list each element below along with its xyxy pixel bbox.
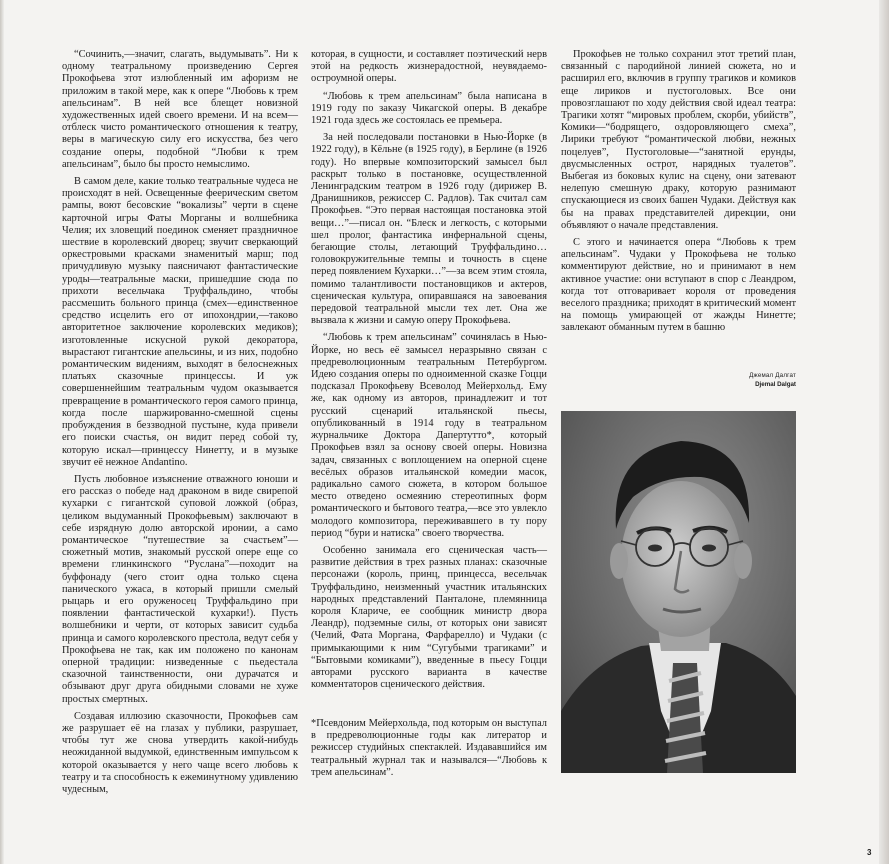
portrait-photo: [561, 411, 796, 773]
footnote: [311, 718, 547, 779]
text-column-1: [62, 49, 298, 796]
portrait-illustration: [561, 411, 796, 773]
paragraph: В самом деле, какие только театральные чудеса не происходят в ней. Освещенные феерическим светом рампы, воют бесовские “вокализы” черти в сцене карточной игры Фаты Морганы и волшебника Челия; их зловещий поединок сменяет праздничное шествие в королевский дворец; звучит сверкающий оркестровыми красками знаменитый марш; под причудливую музыку паясничают фантастические уроды—театральные маски, пришедшие сюда по прихоти весельчака Труффальдино, чтобы рассмешить больного принца (смех—единственное средство исцелить его от ипохондрии,—таково авторитетное заключение королевских медиков); изготовленные искусной рукой декоратора, вырастают гигантские апельсины, и из них, подобно романтическим видениям, выходят в белоснежных платьях сказочные принцессы. И уж совершеннейшим театральным чудом оказывается превращение в романтического героя самого принца, когда после шаржированно-смешной сцены пробуждения в беззводной пустыне, куда привели его поиски счастья, он видит перед собой ту, которую искал—принцессу Нинетту, и в музыке звучит её нежное Andantino.: [62, 176, 298, 468]
footnote-text: *Псевдоним Мейерхольда, под которым он выступал в предреволюционные годы как литератор и режиссер студийных спектаклей. Издававшийся им театральный журнал так и назывался—“Любовь к трем апельсинам”.: [311, 718, 547, 778]
paragraph: Прокофьев не только сохранил этот третий план, связанный с пародийной линией сюжета, но и расширил его, включив в группу трагиков и комиков еще лириков и пустоголовых. Все они провозглашают по ходу действия свой идеал театра: Трагики хотят “мировых проблем, скорби, убийств”, Комики—“бодрящего, оздоровляющего смеха”, Лирики требуют “романтической любви, нежных поцелуев”, Пустоголовые—“занятной ерунды, двусмысленных острот, нарядных туалетов”. Выбегая из боковых кулис на сцену, они затевают нелепую смешную драку, которую разнимают спускающиеся из своих башен Чудаки. Действуя как бы на правах представителей дирекции, они объявляют о начале представления.: [561, 49, 796, 231]
paragraph: Особенно занимала его сценическая часть—развитие действия в трех разных планах: сказочные персонажи (король, принц, принцесса, весельчак Труффальдино, неизменный участник итальянских народных представлений Панталоне, племянница короля Клариче, ее сообщник министр двора Леандр), подземные силы, от которых они зависят (Челий, Фата Моргана, Фарфарелло) и Чудаки (с примыкающими к ним “Сугубыми трагиками” и “Бытовыми комиками”), введенные в пьесу Гоцци авторами русского варианта в качестве комментаторов сценического действия.: [311, 544, 547, 691]
paragraph: Создавая иллюзию сказочности, Прокофьев сам же разрушает её на глазах у публики, разрушает, чтобы тут же снова утвердить какой-нибудь неожиданной выдумкой, единственным импульсом к которой оказывается у него чаще всего любовь к театру и та способность к ежеминутному удивлению чудесным,: [62, 710, 298, 795]
paragraph: “Любовь к трем апельсинам” сочинялась в Нью-Йорке, но весь её замысел неразрывно связан с предреволюционным театральным Петербургом. Идею создания оперы по одноименной сказке Гоцци подсказал Прокофьеву Всеволод Мейерхольд. Ему же, как одному из авторов, принадлежит и тот русский сценарий итальянской пьесы, опубликованный в 1914 году в театральном журнальчике Доктора Дапертутто*, который Прокофьев взял за основу своей оперы. Новизна задач, связанных с воплощением на оперной сцене весёлых образов итальянской комедии масок, радикально самого сюжета, в котором большое место отведено осмеянию стереотипных форм романтического и бытового театра,—все это увлекло молодого композитора, переживавшего в ту пору период “бури и натиска” своего творчества.: [311, 332, 547, 539]
paragraph: Пусть любовное изъяснение отважного юноши и его рассказ о победе над драконом в виде свирепой кухарки с гигантской суповой ложкой (образ, целиком выдуманный Прокофьевым) заключают в себе изрядную долю авторской иронии, а само романтическое “путешествие за счастьем”—сюжетный мотив, знакомый русской опере еще со времени глинкинского “Руслана”—походит на буффонаду (чего стоит одна только сцена панического ужаса, в который пришли смелый рыцарь и его оруженосец Труффальдино при появлении фантастической кухарки!). Пусть волшебники и черти, от которых зависит судьба принца и самого королевского престола, ведут себя у Прокофьева не так, как им положено по канонам оперной традиции: низведенные с пьедестала сказочной таинственности, они дурачатся и обзывают друг друга обидными словами не хуже простых смертных.: [62, 473, 298, 705]
paragraph: “Любовь к трем апельсинам” была написана в 1919 году по заказу Чикагской оперы. В декабре 1921 года здесь же состоялась ее премьера.: [311, 90, 547, 127]
text-column-2: [311, 49, 547, 691]
text-column-3: [561, 49, 796, 335]
paragraph: которая, в сущности, и составляет поэтический нерв этой на редкость жизнерадостной, неувядаемо-остроумной оперы.: [311, 49, 547, 85]
paragraph: За ней последовали постановки в Нью-Йорке (в 1922 году), в Кёльне (в 1925 году), в Берлине (в 1926 году). Но впервые композиторский замысел был раскрыт только в постановке, осуществленной Ленинградским театром в 1926 году (дирижер В. Дранишников, режиссер С. Радлов). Так считал сам Прокофьев. “Это первая настоящая постановка этой вещи…”—писал он. “Блеск и легкость, с которыми шел пролог, фантастика инфернальной сцены, бегающие столы, летающий Труффальдино… головокружительные темпы и точность в сцене перед появлением Кухарки…”—за всем этим стояла, помимо талантливости постановщиков и актеров, сценическая культура, опиравшаяся на завоевания передовой театральной мысли тех лет. Она же вызвала к жизни и самую оперу Прокофьева.: [311, 132, 547, 327]
page-edge-left: [0, 0, 4, 864]
paragraph: С этого и начинается опера “Любовь к трем апельсинам”. Чудаки у Прокофьева не только комментируют действие, но и принимают в нем активное участие: они вступают в спор с Леандром, когда тот отговаривает короля от проведения веселого праздника; приходят в критический момент на помощь умирающей от жажды Нинетте; завлекают обманным путем в башню: [561, 237, 796, 334]
page-edge-right: [879, 0, 889, 864]
paragraph: “Сочинить,—значит, слагать, выдумывать”. Ни к одному театральному произведению Сергея Прокофьева этот излюбленный им афоризм не приложим в такой мере, как к опере “Любовь к трем апельсинам”. В ней все блещет новизной художественных идей своего времени. И на всем—отблеск чисто романтического отношения к театру, веры в магическую силу его искусства, без чего создание оперы, подобной “Любви к трем апельсинам”, было бы просто немыслимо.: [62, 49, 298, 170]
page-number: 3: [867, 848, 872, 857]
photo-caption-english: Djemal Dalgat: [755, 381, 796, 388]
photo-caption-russian: Джемал Далгат: [749, 372, 796, 379]
